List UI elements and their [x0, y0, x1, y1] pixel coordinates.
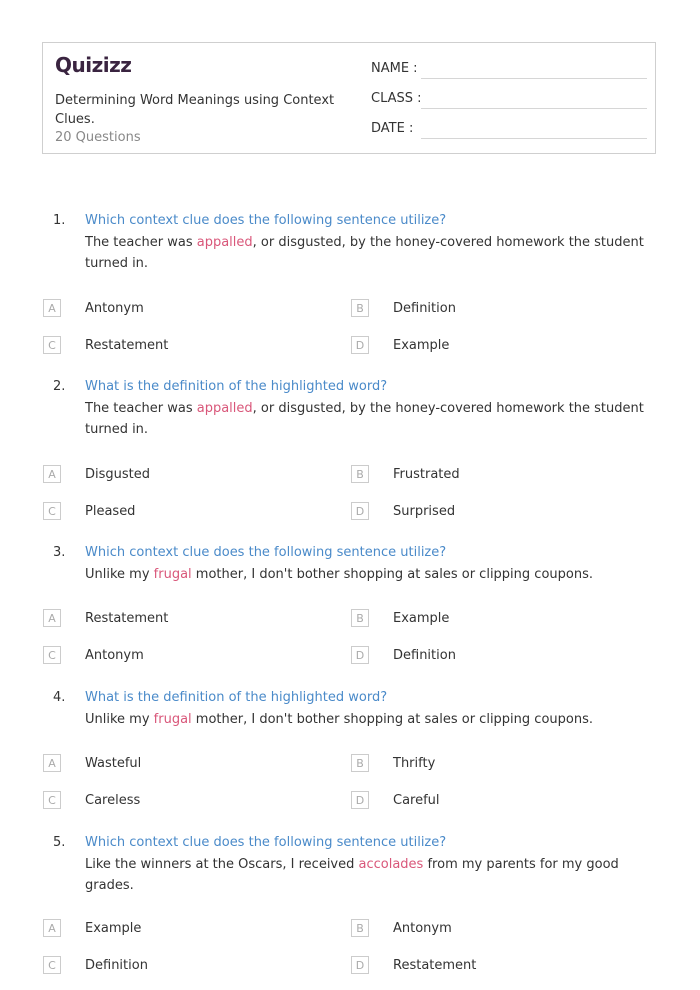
question-prompt: Which context clue does the following sentence utilize? [85, 545, 447, 560]
date-label: DATE : [371, 121, 414, 136]
option-b[interactable]: B Example [351, 609, 369, 627]
class-label: CLASS : [371, 91, 422, 106]
option-d[interactable]: D Definition [351, 646, 369, 664]
option-letter-box: D [351, 956, 369, 974]
highlighted-word: frugal [153, 712, 192, 727]
option-letter-box: A [43, 465, 61, 483]
option-c[interactable]: C Antonym [43, 646, 61, 664]
quizizz-logo: Quizizz [55, 53, 132, 77]
highlighted-word: appalled [196, 235, 253, 250]
name-label: NAME : [371, 61, 418, 76]
class-field[interactable] [421, 108, 647, 109]
worksheet-title: Determining Word Meanings using Context Clues. [55, 93, 335, 127]
option-d[interactable]: D Restatement [351, 956, 369, 974]
option-letter-box: D [351, 502, 369, 520]
highlighted-word: frugal [153, 567, 192, 582]
option-d[interactable]: D Surprised [351, 502, 369, 520]
highlighted-word: appalled [196, 401, 253, 416]
option-c[interactable]: C Pleased [43, 502, 61, 520]
option-letter-box: D [351, 791, 369, 809]
question-text: Like the winners at the Oscars, I received accolades from my parents for my good grades. [85, 857, 619, 893]
question-text: Unlike my frugal mother, I don't bother shopping at sales or clipping coupons. [85, 712, 593, 727]
worksheet-header [42, 42, 656, 154]
question-prompt: Which context clue does the following sentence utilize? [85, 835, 447, 850]
option-a[interactable]: A Wasteful [43, 754, 61, 772]
option-letter-box: A [43, 919, 61, 937]
question-text: Unlike my frugal mother, I don't bother shopping at sales or clipping coupons. [85, 567, 593, 582]
question-number: 4. [53, 690, 66, 705]
option-b[interactable]: B Definition [351, 299, 369, 317]
option-letter-box: D [351, 336, 369, 354]
option-a[interactable]: A Antonym [43, 299, 61, 317]
question-number: 5. [53, 835, 66, 850]
option-letter-box: C [43, 646, 61, 664]
option-letter-box: C [43, 956, 61, 974]
option-letter-box: C [43, 336, 61, 354]
option-letter-box: A [43, 609, 61, 627]
option-d[interactable]: D Careful [351, 791, 369, 809]
option-letter-box: B [351, 609, 369, 627]
question-text: The teacher was appalled, or disgusted, by the honey-covered homework the student turned in. [85, 235, 644, 271]
option-c[interactable]: C Restatement [43, 336, 61, 354]
question-prompt: What is the definition of the highlighted word? [85, 379, 388, 394]
question-prompt: What is the definition of the highlighted word? [85, 690, 388, 705]
question-number: 2. [53, 379, 66, 394]
option-letter-box: A [43, 299, 61, 317]
question-number: 3. [53, 545, 66, 560]
option-a[interactable]: A Disgusted [43, 465, 61, 483]
option-a[interactable]: A Example [43, 919, 61, 937]
question-count: 20 Questions [55, 130, 141, 145]
option-c[interactable]: C Careless [43, 791, 61, 809]
option-d[interactable]: D Example [351, 336, 369, 354]
option-letter-box: C [43, 502, 61, 520]
option-a[interactable]: A Restatement [43, 609, 61, 627]
option-letter-box: C [43, 791, 61, 809]
option-letter-box: A [43, 754, 61, 772]
option-b[interactable]: B Thrifty [351, 754, 369, 772]
option-letter-box: B [351, 465, 369, 483]
highlighted-word: accolades [358, 857, 424, 872]
option-b[interactable]: B Frustrated [351, 465, 369, 483]
option-letter-box: B [351, 919, 369, 937]
name-field[interactable] [421, 78, 647, 79]
date-field[interactable] [421, 138, 647, 139]
option-letter-box: D [351, 646, 369, 664]
option-b[interactable]: B Antonym [351, 919, 369, 937]
option-letter-box: B [351, 299, 369, 317]
question-prompt: Which context clue does the following sentence utilize? [85, 213, 447, 228]
question-text: The teacher was appalled, or disgusted, by the honey-covered homework the student turned in. [85, 401, 644, 437]
option-letter-box: B [351, 754, 369, 772]
question-number: 1. [53, 213, 66, 228]
option-c[interactable]: C Definition [43, 956, 61, 974]
